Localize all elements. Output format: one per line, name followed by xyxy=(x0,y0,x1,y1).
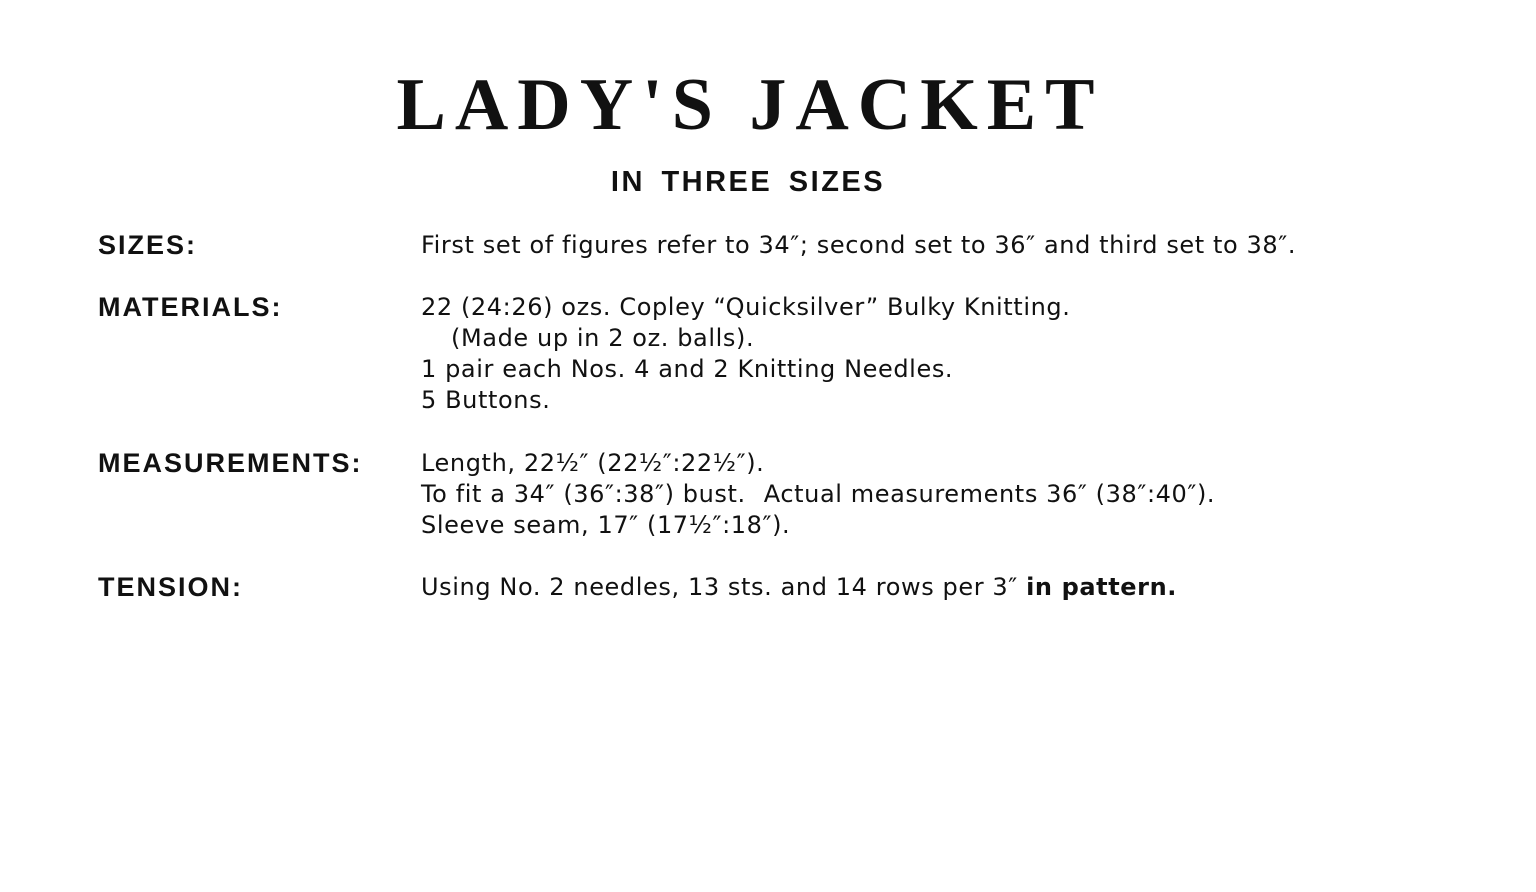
materials-line-needles: 1 pair each Nos. 4 and 2 Knitting Needles. xyxy=(421,355,954,383)
materials-label: MATERIALS: xyxy=(98,292,283,322)
page-subtitle: IN THREE SIZES xyxy=(610,166,886,198)
measurements-actual: Actual measurements 36″ (38″:40″). xyxy=(763,480,1216,508)
measurements-body xyxy=(421,448,1215,541)
sizes-label: SIZES: xyxy=(98,230,198,260)
materials-line-buttons: 5 Buttons. xyxy=(421,386,551,414)
tension-line xyxy=(421,572,1177,603)
sizes-body xyxy=(421,230,1296,261)
measurements-fit-bust: To fit a 34″ (36″:38″) bust. xyxy=(421,480,746,508)
measurements-label: MEASUREMENTS: xyxy=(98,448,363,478)
tension-bold-tail: in pattern. xyxy=(1026,573,1178,601)
materials-line-yarn: 22 (24:26) ozs. Copley “Quicksilver” Bulky Knitting. xyxy=(421,293,1071,321)
measurements-line-sleeve: Sleeve seam, 17″ (17½″:18″). xyxy=(421,511,791,539)
measurements-line-fit xyxy=(421,479,1215,510)
page-title: LADY'S JACKET xyxy=(396,64,1104,146)
tension-text: Using No. 2 needles, 13 sts. and 14 rows per 3″ xyxy=(421,573,1018,601)
materials-body xyxy=(421,292,1070,416)
sizes-text: First set of figures refer to 34″; second set to 36″ and third set to 38″. xyxy=(421,231,1297,259)
tension-label: TENSION: xyxy=(98,572,244,602)
materials-line-balls: (Made up in 2 oz. balls). xyxy=(451,324,755,352)
measurements-line-length: Length, 22½″ (22½″:22½″). xyxy=(421,449,765,477)
tension-body xyxy=(421,572,1177,603)
